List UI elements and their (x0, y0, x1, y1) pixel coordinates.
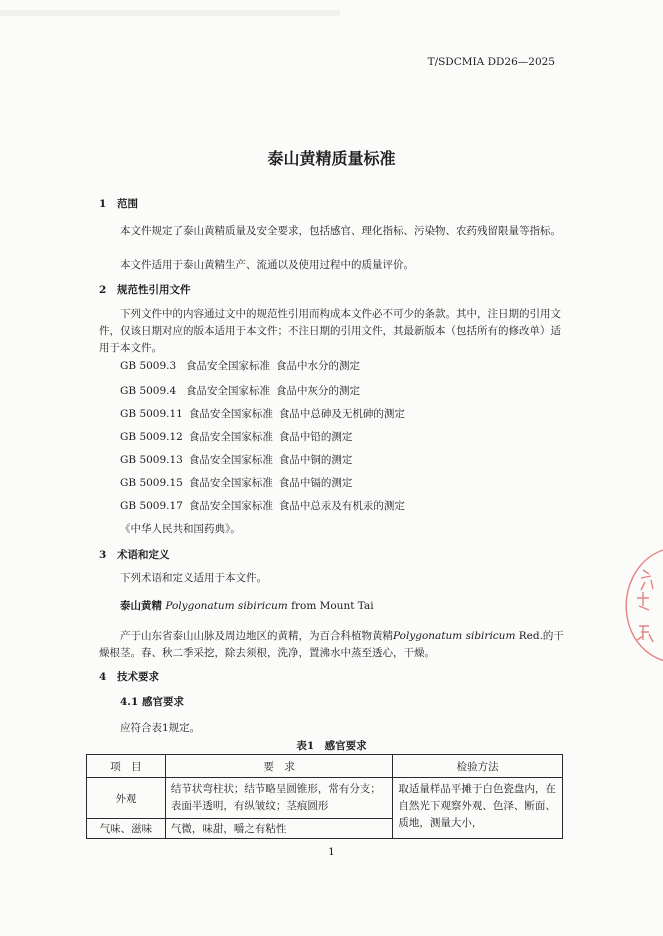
reference-title: 食品中灰分的测定 (276, 385, 360, 397)
reference-name: 食品安全国家标准 (188, 454, 273, 466)
reference-code: GB 5009.15 (120, 477, 183, 489)
reference-item (120, 475, 352, 490)
section-number: 2 (99, 284, 107, 296)
definition-text: 产于山东省泰山山脉及周边地区的黄精，为百合科植物黄精 (120, 630, 393, 642)
section-3-heading (99, 547, 170, 562)
reference-name: 食品安全国家标准 (188, 408, 273, 420)
document-title: 泰山黄精质量标准 (267, 149, 396, 168)
term-suffix: from Mount Tai (287, 600, 374, 612)
section-1-heading (99, 196, 138, 211)
section-number: 1 (99, 198, 107, 210)
table-header-row (87, 755, 563, 778)
reference-code: GB 5009.4 (120, 385, 177, 397)
section-number: 4 (99, 671, 107, 683)
section-1-paragraph-1: 本文件规定了泰山黄精质量及安全要求，包括感官、理化指标、污染物、农药残留限量等指标。 (120, 225, 561, 237)
column-header: 检验方法 (393, 755, 563, 778)
requirement-cell: 气微，味甜，嚼之有粘性 (165, 819, 392, 839)
page-number: 1 (328, 846, 335, 858)
section-title: 术语和定义 (117, 549, 170, 561)
column-header: 要 求 (165, 755, 392, 778)
reference-title: 食品中铅的测定 (278, 431, 353, 443)
reference-name: 食品安全国家标准 (188, 477, 273, 489)
reference-item (120, 383, 360, 398)
reference-code: GB 5009.3 (120, 360, 177, 372)
pharmacopoeia-reference: 《中华人民共和国药典》。 (120, 523, 241, 535)
term-latin: Polygonatum sibiricum (165, 600, 288, 612)
table-row (87, 778, 563, 819)
reference-name: 食品安全国家标准 (186, 385, 270, 397)
reference-item (120, 452, 352, 467)
term-chinese: 泰山黄精 (120, 600, 162, 612)
reference-code: GB 5009.12 (120, 431, 183, 443)
reference-code: GB 5009.17 (120, 500, 183, 512)
section-number: 3 (99, 549, 107, 561)
reference-title: 食品中铜的测定 (278, 454, 353, 466)
section-4-paragraph: 应符合表1规定。 (120, 722, 201, 734)
section-2-heading (99, 282, 191, 297)
section-title: 规范性引用文件 (117, 284, 191, 296)
section-4-heading (99, 669, 159, 684)
reference-code: GB 5009.11 (120, 408, 183, 420)
requirement-cell: 结节状弯柱状；结节略呈圆锥形，常有分支；表面半透明，有纵皱纹；茎痕圆形 (165, 778, 392, 819)
reference-title: 食品中镉的测定 (278, 477, 353, 489)
term-definition (99, 628, 564, 662)
section-title: 技术要求 (117, 671, 159, 683)
definition-text-end: Red.的干燥根茎。春、秋二季采挖，除去须根，洗净，置沸水中蒸至透心，干燥。 (99, 630, 564, 659)
sensory-table (86, 754, 563, 839)
subsection-title: 感官要求 (142, 696, 184, 708)
item-cell: 气味、滋味 (87, 819, 166, 839)
reference-name: 食品安全国家标准 (188, 431, 273, 443)
scan-edge-mark (0, 10, 340, 16)
reference-code: GB 5009.13 (120, 454, 183, 466)
subsection-number: 4.1 (120, 696, 139, 708)
method-cell: 取适量样品平摊于白色瓷盘内，在自然光下观察外观、色泽、断面、质地，测量大小， (393, 778, 563, 839)
column-header: 项 目 (87, 755, 166, 778)
definition-latin: Polygonatum sibiricum (393, 630, 516, 642)
reference-item (120, 406, 405, 421)
section-title: 范围 (117, 198, 138, 210)
reference-title: 食品中总砷及无机砷的测定 (278, 408, 405, 420)
reference-title: 食品中总汞及有机汞的测定 (278, 500, 405, 512)
section-2-paragraph-1: 下列文件中的内容通过文中的规范性引用而构成本文件必不可少的条款。其中，注日期的引用文件，仅该日期对应的版本适用于本文件；不注日期的引用文件，其最新版本（包括所有的修改单）适用于本文件。 (99, 308, 561, 354)
section-1-paragraph-2: 本文件适用于泰山黄精生产、流通以及使用过程中的质量评价。 (120, 259, 414, 271)
reference-name: 食品安全国家标准 (186, 360, 270, 372)
reference-title: 食品中水分的测定 (276, 360, 360, 372)
reference-name: 食品安全国家标准 (188, 500, 273, 512)
section-3-intro: 下列术语和定义适用于本文件。 (120, 572, 267, 584)
table-caption: 表1 感官要求 (296, 740, 367, 752)
seal-stamp (615, 546, 663, 666)
item-cell: 外观 (87, 778, 166, 819)
reference-item (120, 358, 360, 373)
reference-item (120, 429, 352, 444)
term-entry (120, 598, 374, 615)
reference-item (120, 498, 405, 513)
standard-code: T/SDCMIA DD26—2025 (427, 56, 555, 68)
subsection-4-1-heading (120, 694, 184, 709)
